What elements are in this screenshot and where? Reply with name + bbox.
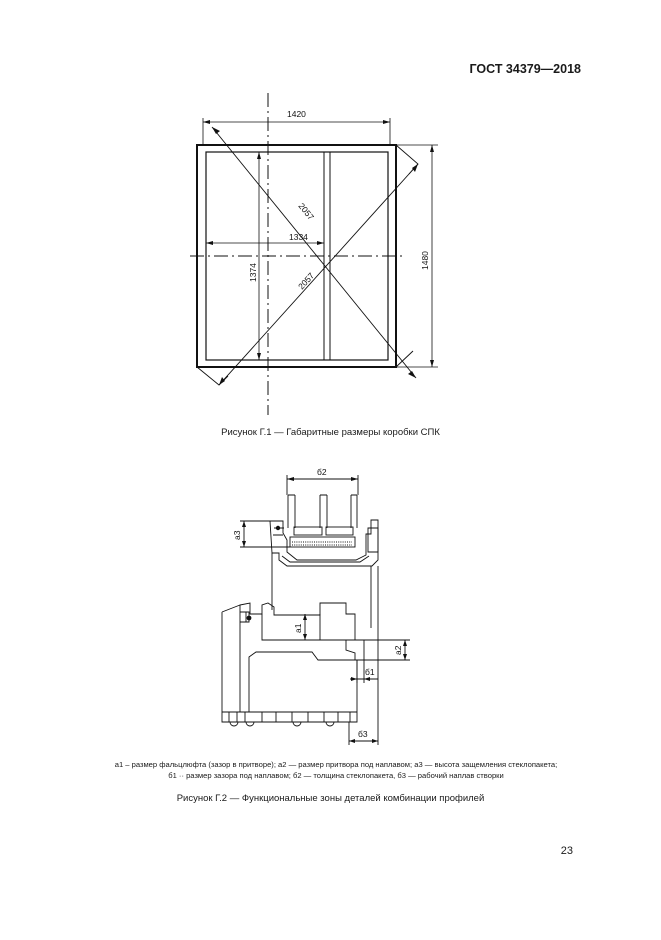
figure-2-legend [56,759,616,781]
page-number: 23 [560,845,573,857]
dim-diagonal-lower-label: 2057 [296,270,317,292]
legend-line-1: а1 – размер фальцлюфта (зазор в притворе); а2 — размер притвора под наплавом; а3 — высота защемления стеклопакета; [114,760,558,769]
dim-inner-width-label: 1334 [289,232,308,242]
dim-b2-label: б2 [317,467,327,477]
dim-a3-label: а3 [232,530,242,540]
standard-header: ГОСТ 34379—2018 [469,62,581,76]
dim-diagonal-upper-label: 2057 [296,200,317,222]
dim-inner-height-label: 1374 [248,263,258,282]
dim-a1-label: а1 [293,623,303,633]
figure-2-caption: Рисунок Г.2 — Функциональные зоны деталей комбинации профилей [176,793,485,804]
legend-line-2: б1 ·· размер зазора под наплавом; б2 — толщина стеклопакета, б3 — рабочий наплав створки [168,771,504,780]
dim-b1-label: б1 [365,667,375,677]
dim-width-label: 1420 [287,109,306,119]
dim-b3-label: б3 [358,729,368,739]
dim-height-label: 1480 [420,251,430,270]
frame-profile [240,603,355,712]
figure-1-caption: Рисунок Г.1 — Габаритные размеры коробки СПК [221,427,440,438]
dim-a2-label: а2 [393,645,403,655]
